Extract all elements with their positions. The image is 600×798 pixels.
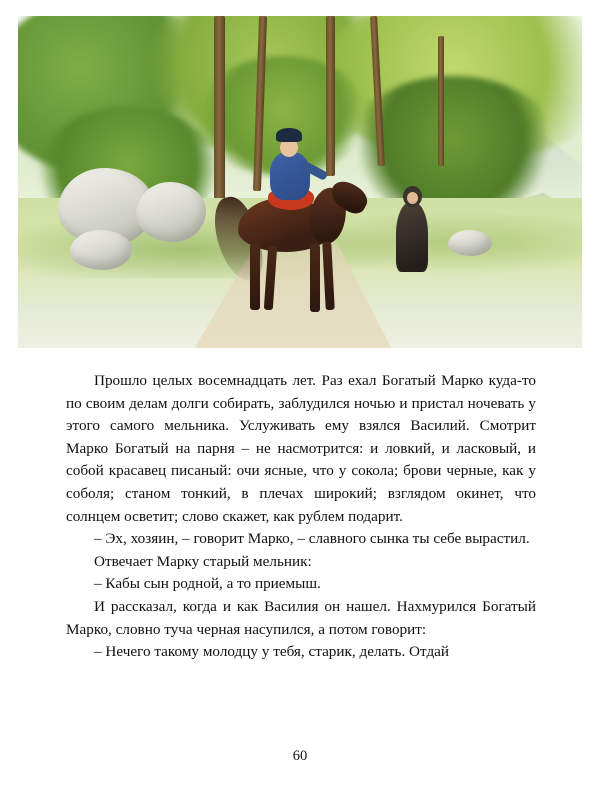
boulder xyxy=(136,182,206,242)
paragraph: – Нечего такому молодцу у тебя, старик, делать. Отдай xyxy=(94,643,450,661)
body-text xyxy=(66,370,536,664)
rider-hat xyxy=(276,128,302,142)
boulder xyxy=(70,230,132,270)
paragraph: И рассказал, когда и как Василия он нашел. Нахмурился Богатый Марко, словно туча черная насупился, а потом говорит: xyxy=(66,597,536,638)
old-man-robe xyxy=(396,202,428,272)
horse-leg xyxy=(310,244,320,312)
boulder xyxy=(448,230,492,256)
paragraph: – Кабы сын родной, а то приемыш. xyxy=(94,575,321,593)
page-number: 60 xyxy=(292,748,308,764)
horse-leg xyxy=(264,246,277,310)
rider-body xyxy=(270,152,310,200)
paragraph: Прошло целых восемнадцать лет. Раз ехал Богатый Марко куда-то по своим делам долги собирать, заблудился ночью и пристал ночевать у этого самого мельника. Услуживать ему взялся Василий. Смотрит Марко Богатый на парня – не насмотрится: и ловкий, и ласковый, и собой красавец писаный: очи ясные, что у сокола; брови черные, как у соболя; станом тонкий, в плечах широкий; взглядом окинет, что солнцем осветит; слово скажет, как рублем подарит. xyxy=(66,372,536,525)
horse-leg xyxy=(250,244,260,310)
rider-on-horse xyxy=(214,126,374,316)
illustration xyxy=(18,16,582,348)
old-man-figure xyxy=(392,182,432,272)
paragraph: – Эх, хозяин, – говорит Марко, – славного сынка ты себе вырастил. xyxy=(94,530,530,548)
horse-leg xyxy=(322,242,335,310)
tree-trunk xyxy=(438,36,444,166)
old-man-face xyxy=(407,192,418,204)
paragraph: Отвечает Марку старый мельник: xyxy=(94,552,312,570)
